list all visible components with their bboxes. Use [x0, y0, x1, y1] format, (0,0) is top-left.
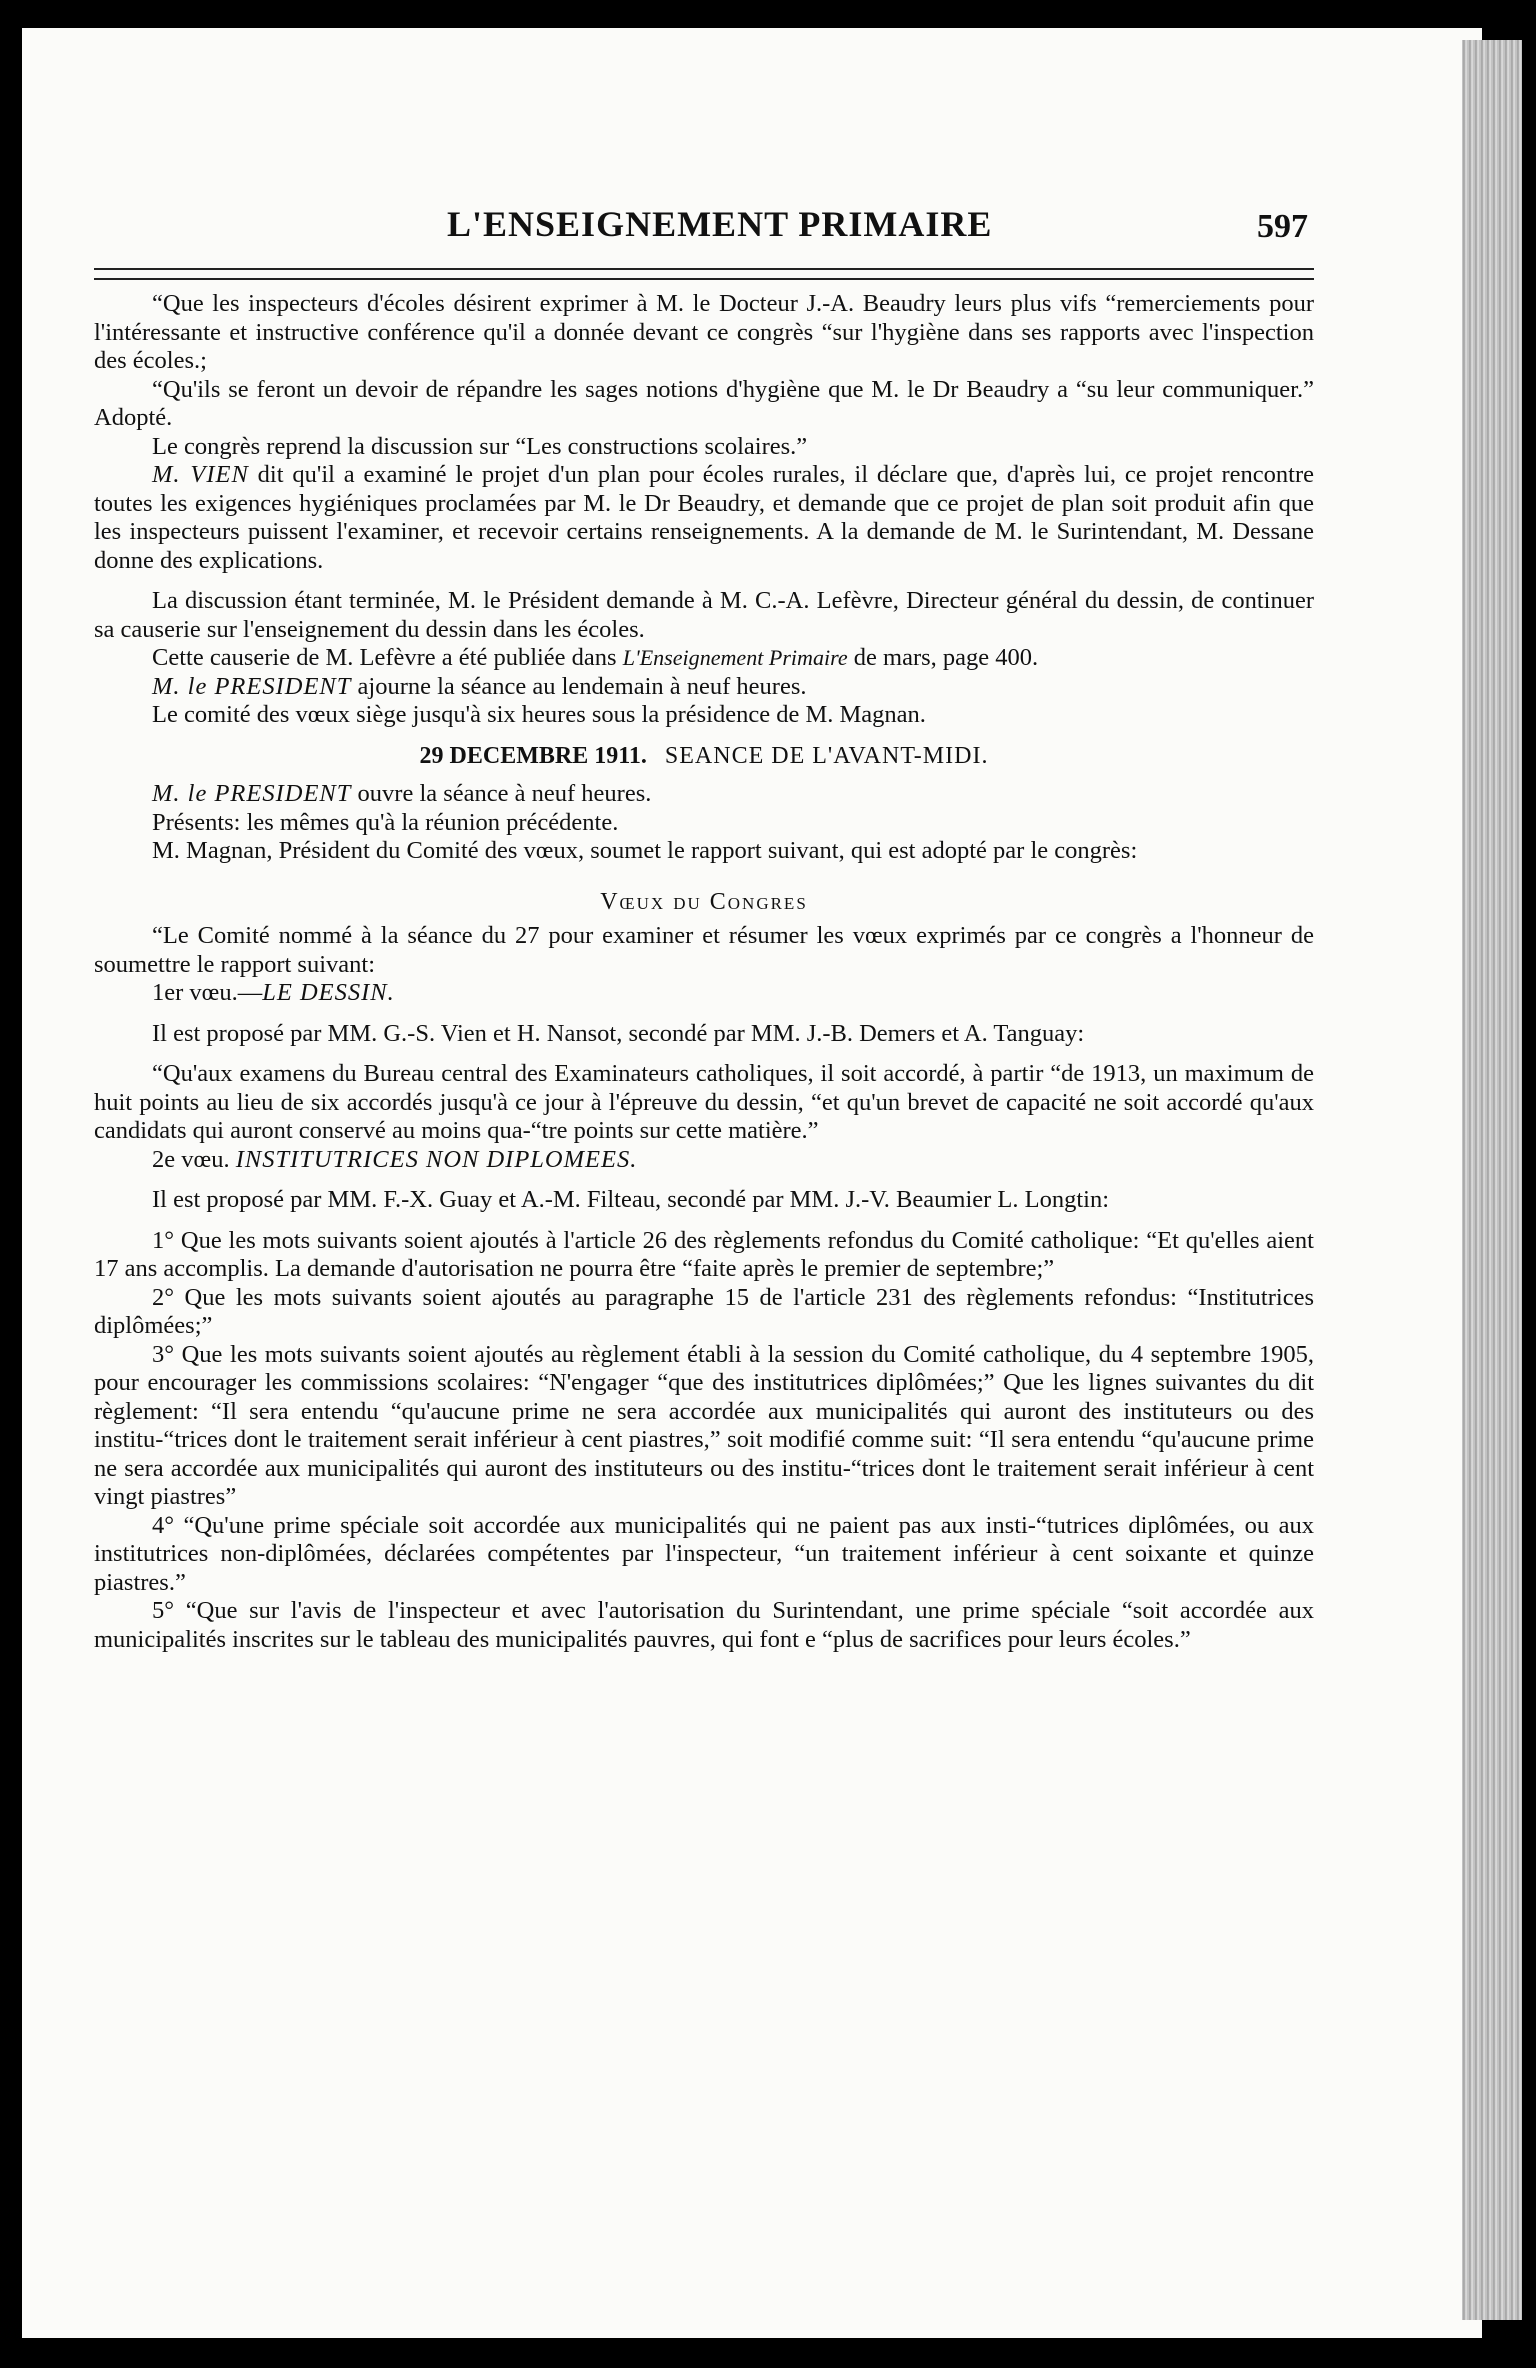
session-date: 29 DECEMBRE 1911.	[419, 742, 647, 769]
paragraph: 5° “Que sur l'avis de l'inspecteur et avec l'autorisation du Surintendant, une prime spéciale “soit accordée aux municipalités inscrites sur le tableau des municipalités pauvres, qui font e “plus de sacrifices pour leurs écoles.”	[94, 1597, 1314, 1653]
paragraph: Il est proposé par MM. G.-S. Vien et H. Nansot, secondé par MM. J.-B. Demers et A. Tanguay:	[152, 1019, 1085, 1047]
paragraph: La discussion étant terminée, M. le Président demande à M. C.-A. Lefèvre, Directeur général du dessin, de continuer sa causerie sur l'enseignement du dessin dans les écoles.	[94, 587, 1314, 643]
paragraph: 4° “Qu'une prime spéciale soit accordée aux municipalités qui ne paient pas aux insti-“tutrices diplômées, ou aux institutrices non-diplômées, déclarées compétentes par l'inspecteur, “un traitement inférieur à cent soixante et quinze piastres.”	[94, 1511, 1314, 1596]
paragraph-text: ouvre la séance à neuf heures.	[351, 780, 652, 807]
voeu-heading	[94, 979, 1314, 1008]
paragraph: Présents: les mêmes qu'à la réunion précédente.	[152, 808, 619, 836]
paragraph-text: de mars, page 400.	[847, 644, 1039, 671]
paragraph: M. Magnan, Président du Comité des vœux, soumet le rapport suivant, qui est adopté par le congrès:	[152, 837, 1138, 864]
paragraph	[94, 644, 1314, 673]
paragraph: Le congrès reprend la discussion sur “Les constructions scolaires.”	[152, 432, 808, 460]
voeu-label: 1er vœu.—	[152, 979, 263, 1006]
scanned-page	[22, 28, 1482, 2338]
paragraph: 2° Que les mots suivants soient ajoutés au paragraphe 15 de l'article 231 des règlements refondus: “Institutrices diplômées;”	[94, 1283, 1314, 1339]
header-rule	[94, 268, 1314, 280]
section-title: Vœux du Congres	[600, 888, 808, 915]
page-number: 597	[1257, 208, 1308, 245]
page-header	[117, 188, 1317, 248]
session-name: SEANCE DE L'AVANT-MIDI.	[664, 742, 989, 769]
paragraph: Il est proposé par MM. F.-X. Guay et A.-M. Filteau, secondé par MM. J.-V. Beaumier L. Longtin:	[152, 1186, 1110, 1213]
paragraph: 3° Que les mots suivants soient ajoutés au règlement établi à la session du Comité catholique, du 4 septembre 1905, pour encourager les commissions scolaires: “N'engager “que des institutrices diplômées;” Que les lignes suivantes du dit règlement: “Il sera entendu “qu'aucune prime ne sera accordée aux municipalités qui auront des instituteurs ou des institu-“trices dont le traitement serait inférieur à cent piastres,” soit modifié comme suit: “Il sera entendu “qu'aucune prime ne sera accordée aux municipalités qui auront des instituteurs ou des institu-“trices dont le traitement serait inférieur à cent vingt piastres”	[94, 1340, 1314, 1510]
paragraph	[94, 461, 1314, 575]
paragraph: “Que les inspecteurs d'écoles désirent exprimer à M. le Docteur J.-A. Beaudry leurs plus vifs “remerciements pour l'intéressante et instructive conférence qu'il a donnée devant ce congrès “sur l'hygiène dans ses rapports avec l'inspection des écoles.;	[94, 290, 1314, 374]
paragraph: “Le Comité nommé à la séance du 27 pour examiner et résumer les vœux exprimés par ce congrès a l'honneur de soumettre le rapport suivant:	[94, 922, 1314, 978]
voeu-title: INSTITUTRICES NON DIPLOMEES.	[235, 1145, 638, 1173]
paragraph: Le comité des vœux siège jusqu'à six heures sous la présidence de M. Magnan.	[152, 701, 926, 728]
speaker-name: M. le PRESIDENT	[152, 780, 352, 807]
body-text	[94, 290, 1314, 1654]
paragraph: “Qu'aux examens du Bureau central des Examinateurs catholiques, il soit accordé, à partir “de 1913, un maximum de huit points au lieu de six accordés jusqu'à ce jour à l'épreuve du dessin, “et qu'un brevet de capacité ne soit accordé qu'aux candidats qui auront conservé au moins qua-“tre points sur cette matière.”	[94, 1060, 1314, 1144]
paragraph-text: Cette causerie de M. Lefèvre a été publiée dans	[152, 644, 623, 671]
running-title: L'ENSEIGNEMENT PRIMAIRE	[447, 204, 993, 244]
speaker-name: M. le PRESIDENT	[152, 672, 352, 700]
paragraph-text: ajourne la séance au lendemain à neuf heures.	[351, 672, 807, 700]
paragraph	[94, 673, 1314, 702]
speaker-name: M. VIEN	[152, 461, 249, 488]
paragraph-text: dit qu'il a examiné le projet d'un plan pour écoles rurales, il déclare que, d'après lui, ce projet rencontre toutes les exigences hygiéniques proclamées par M. le Dr Beaudry, et demande que ce projet de plan soit produit afin que les inspecteurs puissent l'examiner, et recevoir certains renseignements. A la demande de M. le Surintendant, M. Dessane donne des explications.	[94, 461, 1314, 574]
session-heading	[94, 742, 1314, 771]
voeu-title: LE DESSIN.	[262, 979, 395, 1006]
page-edge	[1462, 40, 1522, 2320]
voeu-label: 2e vœu.	[152, 1145, 236, 1173]
paragraph: “Qu'ils se feront un devoir de répandre les sages notions d'hygiène que M. le Dr Beaudry a “su leur communiquer.” Adopté.	[94, 375, 1314, 431]
voeu-heading	[94, 1146, 1314, 1175]
publication-title: L'Enseignement Primaire	[622, 645, 848, 670]
paragraph: 1° Que les mots suivants soient ajoutés à l'article 26 des règlements refondus du Comité catholique: “Et qu'elles aient 17 ans accomplis. La demande d'autorisation ne pourra être “faite après le premier de septembre;”	[94, 1226, 1314, 1282]
paragraph	[94, 780, 1314, 809]
